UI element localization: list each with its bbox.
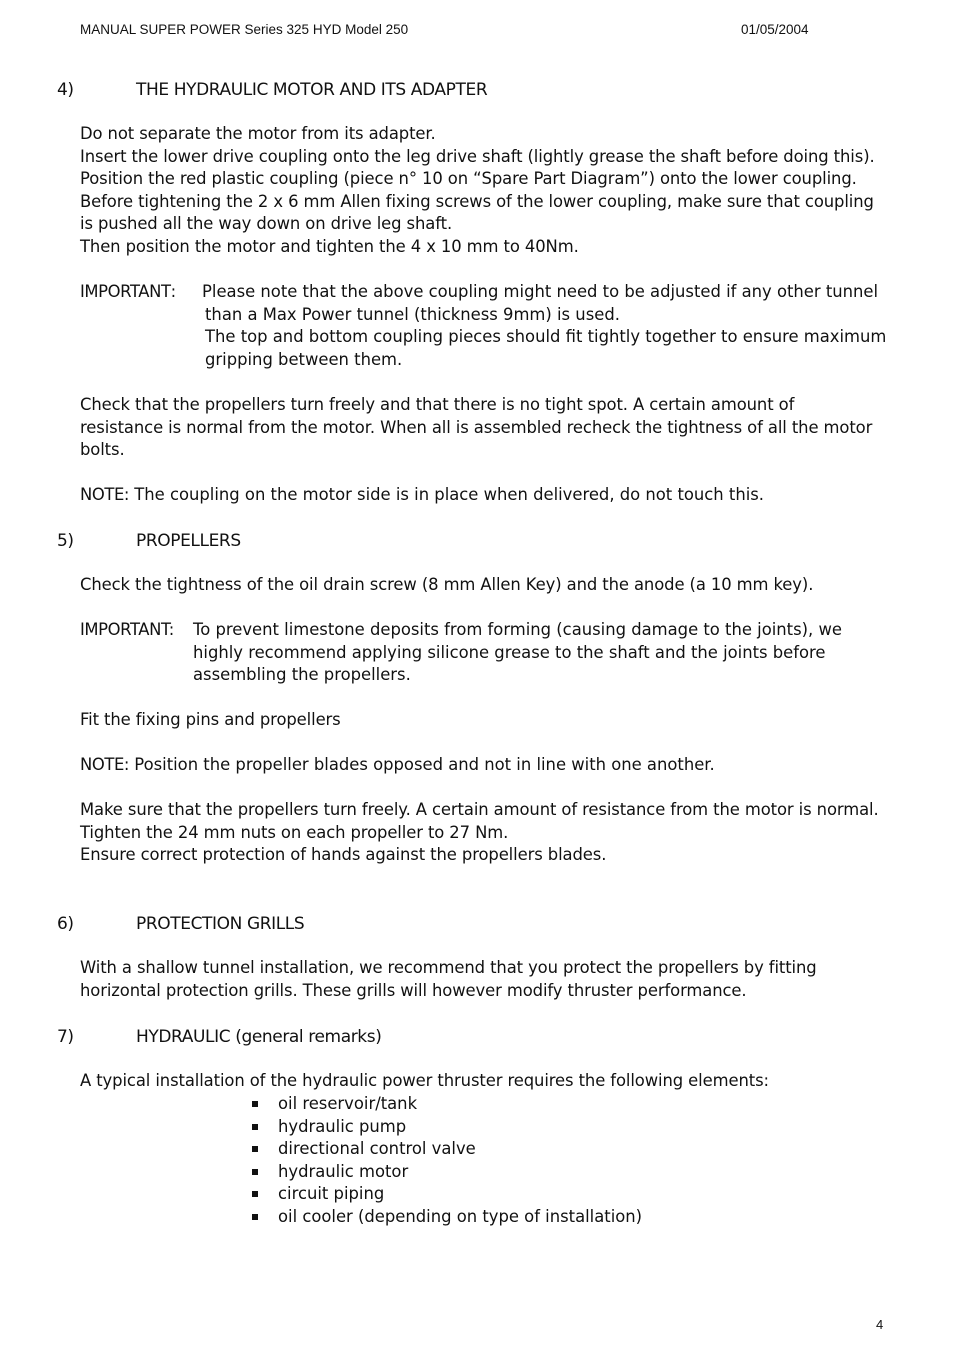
section-4-note [80,484,764,507]
section-4-important-text [202,281,886,371]
text-line: Tighten the 24 mm nuts on each propeller to 27 Nm. [80,822,509,842]
section-title: PROPELLERS [136,531,241,551]
list-item-text: oil cooler (depending on type of installation) [278,1206,643,1226]
note-text: Position the propeller blades opposed and not in line with one another. [134,755,715,774]
section-title: THE HYDRAULIC MOTOR AND ITS ADAPTER [136,80,488,100]
elements-list [252,1093,642,1229]
text-line: horizontal protection grills. These grills will however modify thruster performance. [80,980,747,1000]
bullet-square-icon [252,1214,258,1220]
list-item [252,1138,642,1161]
note-label: NOTE: [80,485,130,504]
note-text: The coupling on the motor side is in place when delivered, do not touch this. [134,485,765,504]
text-line: With a shallow tunnel installation, we recommend that you protect the propellers by fitting [80,958,817,977]
text-line: To prevent limestone deposits from forming (causing damage to the joints), we [193,620,842,639]
text-line: assembling the propellers. [193,665,411,685]
list-item-text: circuit piping [278,1184,385,1204]
text-line: Do not separate the motor from its adapter. [80,124,436,143]
text-line: Check the tightness of the oil drain screw (8 mm Allen Key) and the anode (a 10 mm key). [80,575,814,594]
text-line: Please note that the above coupling might need to be adjusted if any other tunnel [202,282,879,301]
bullet-square-icon [252,1169,258,1175]
text-line: Fit the fixing pins and propellers [80,710,341,729]
text-line: highly recommend applying silicone grease to the shaft and the joints before [193,642,826,662]
text-line: Insert the lower drive coupling onto the leg drive shaft (lightly grease the shaft before doing this). [80,146,875,166]
text-line: Position the red plastic coupling (piece n° 10 on “Spare Part Diagram”) onto the lower coupling. [80,169,857,189]
list-item-text: hydraulic pump [278,1116,407,1136]
page-number: 4 [876,1317,884,1332]
colon: : [170,282,177,301]
text-line: bolts. [80,440,125,460]
section-5-important [80,619,174,642]
list-item [252,1116,642,1139]
section-5-paragraph-2 [80,709,900,732]
list-item [252,1093,642,1116]
section-4-important [80,281,176,304]
section-5-paragraph-1 [80,574,900,597]
list-item [252,1206,642,1229]
important-label: IMPORTANT [80,282,171,301]
important-label: IMPORTANT: [80,620,174,639]
text-line: Make sure that the propellers turn freely. A certain amount of resistance from the motor is normal. [80,800,879,819]
section-number: 4) [57,80,74,100]
text-line: Before tightening the 2 x 6 mm Allen fixing screws of the lower coupling, make sure that coupling [80,191,874,211]
bullet-square-icon [252,1101,258,1107]
bullet-square-icon [252,1146,258,1152]
text-line: gripping between them. [205,349,403,369]
text-line: is pushed all the way down on drive leg shaft. [80,214,453,234]
document-header-title: MANUAL SUPER POWER Series 325 HYD Model 250 [80,22,409,37]
bullet-square-icon [252,1124,258,1130]
text-line: than a Max Power tunnel (thickness 9mm) is used. [205,304,620,324]
section-5-important-text [193,619,842,687]
section-number: 5) [57,531,74,551]
section-5-paragraph-3 [80,799,900,867]
text-line: Then position the motor and tighten the 4 x 10 mm to 40Nm. [80,236,579,256]
text-line: A typical installation of the hydraulic power thruster requires the following elements: [80,1071,769,1090]
section-title: HYDRAULIC (general remarks) [136,1027,382,1047]
list-item [252,1183,642,1206]
text-line: Ensure correct protection of hands against the propellers blades. [80,845,607,865]
section-5-note [80,754,715,777]
section-title: PROTECTION GRILLS [136,914,305,934]
section-number: 6) [57,914,74,934]
document-header-date: 01/05/2004 [741,22,809,37]
text-line: Check that the propellers turn freely and that there is no tight spot. A certain amount of [80,395,795,414]
note-label: NOTE: [80,755,130,774]
section-6-paragraph-1 [80,957,900,1002]
bullet-square-icon [252,1191,258,1197]
section-4-paragraph-1 [80,123,900,259]
list-item-text: oil reservoir/tank [278,1094,418,1113]
list-item [252,1161,642,1184]
section-number: 7) [57,1027,74,1047]
list-item-text: hydraulic motor [278,1161,409,1181]
list-item-text: directional control valve [278,1139,476,1159]
section-4-paragraph-2 [80,394,900,462]
text-line: resistance is normal from the motor. When all is assembled recheck the tightness of all the motor [80,417,873,437]
section-7-intro [80,1070,900,1093]
text-line: The top and bottom coupling pieces should fit tightly together to ensure maximum [205,327,887,347]
